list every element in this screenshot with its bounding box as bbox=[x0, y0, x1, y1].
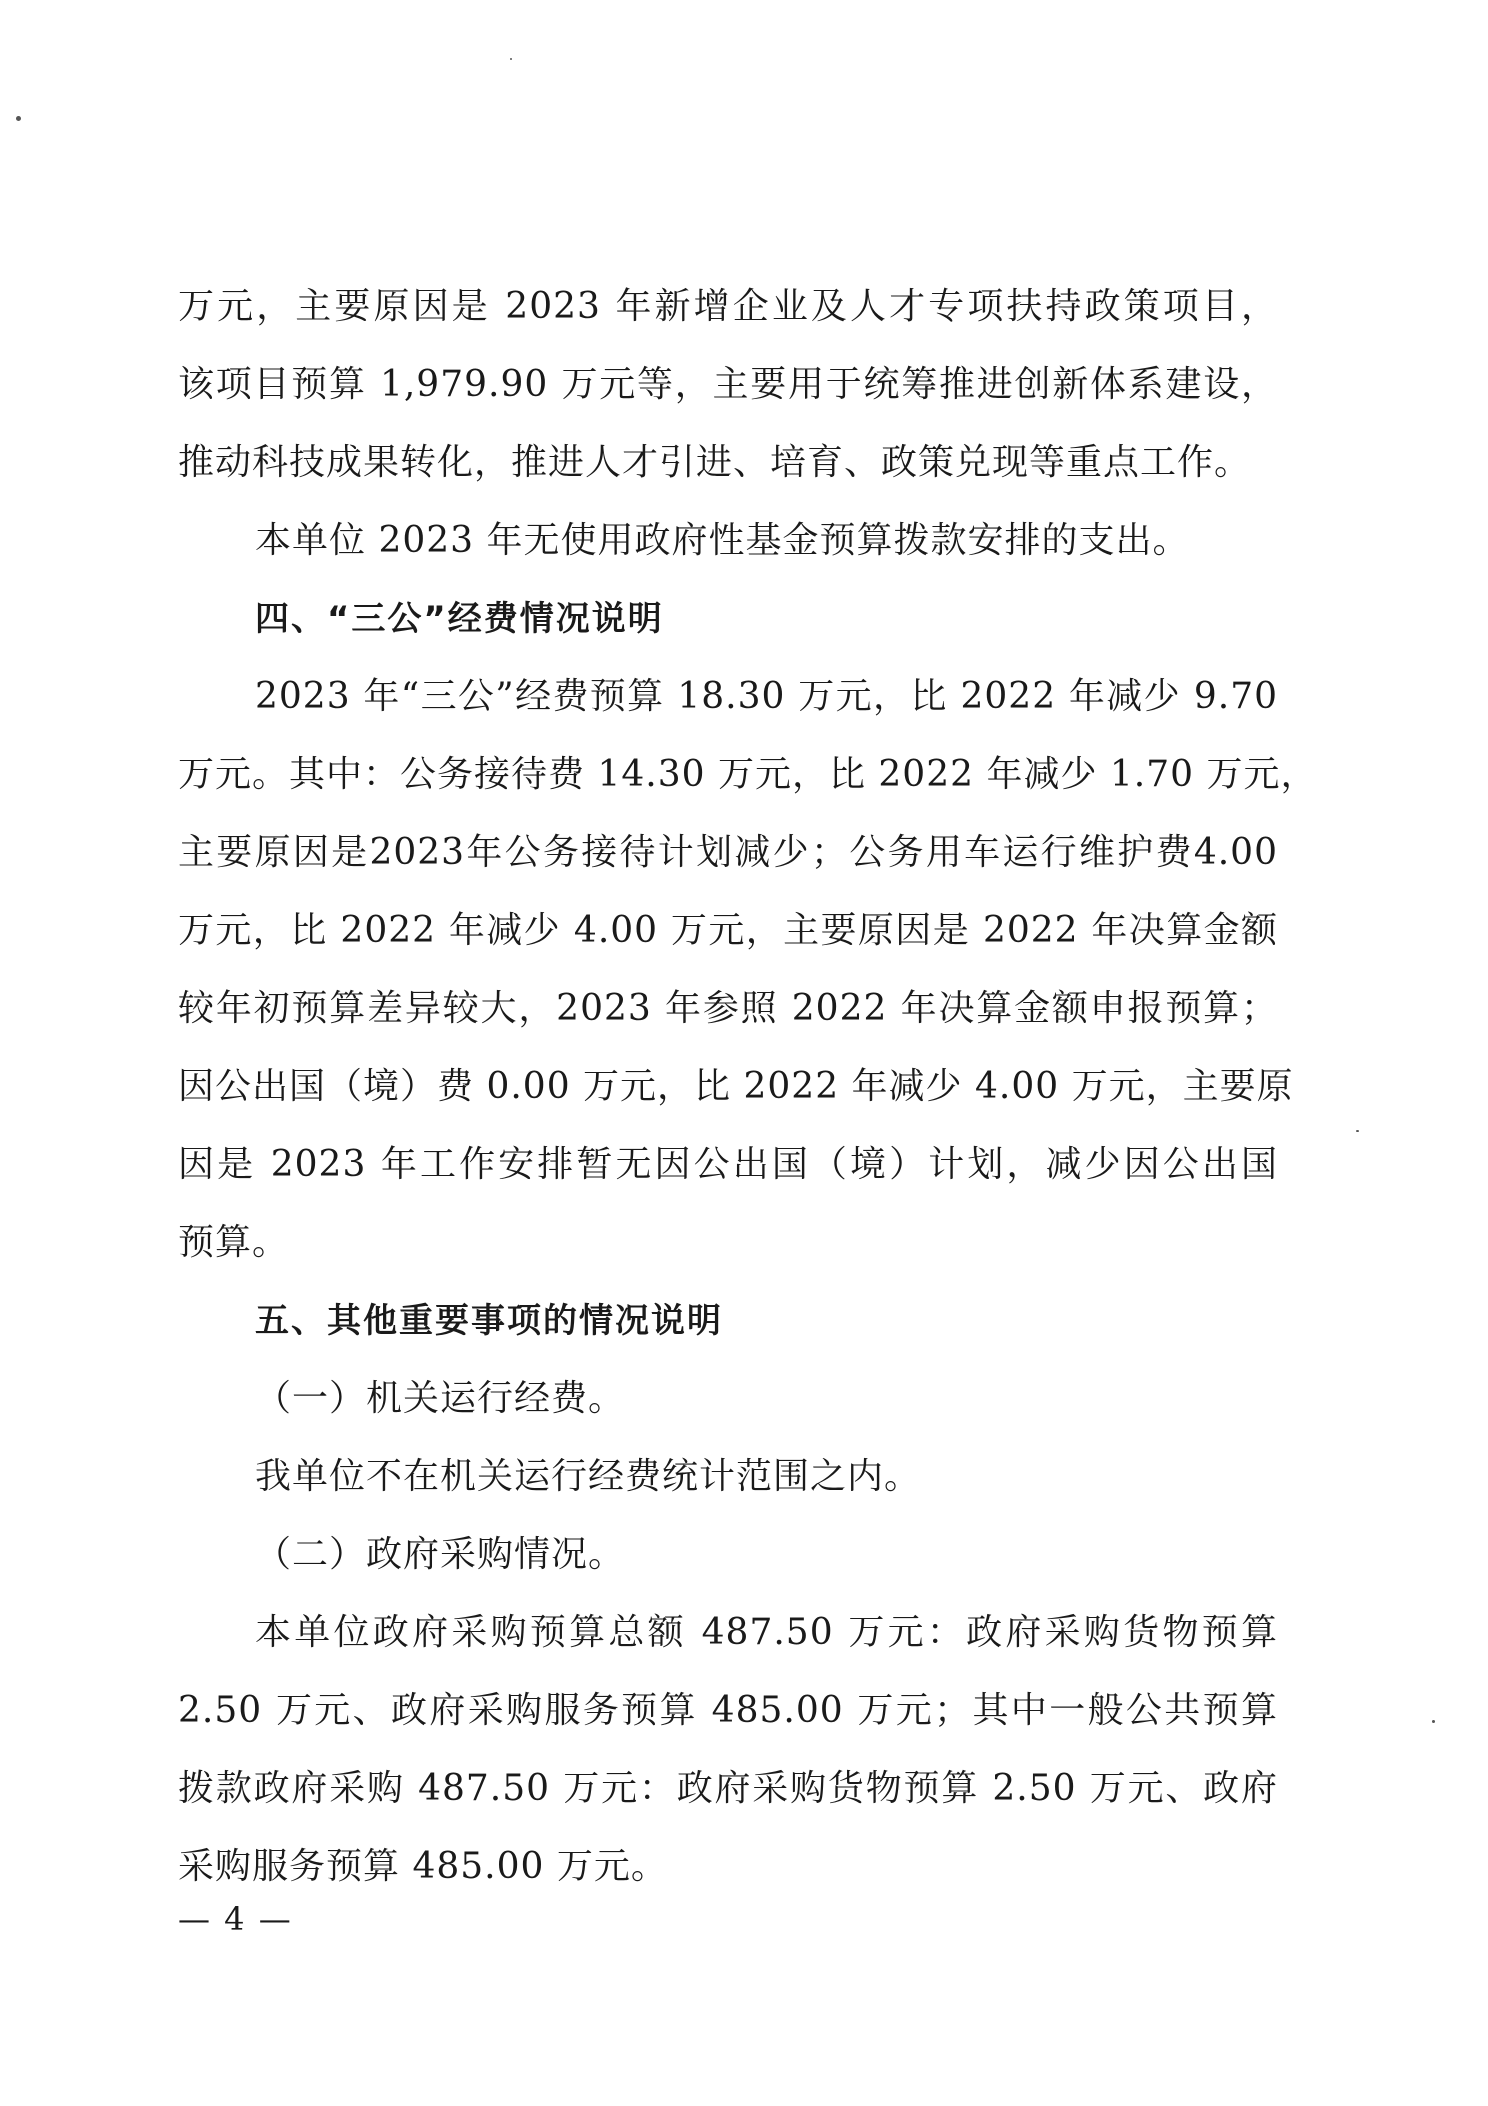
subsection-title: （二）政府采购情况。 bbox=[255, 1534, 626, 1575]
text-line: 较年初预算差异较大，2023 年参照 2022 年决算金额申报预算； bbox=[178, 988, 1278, 1029]
text-line: 2023 年“三公”经费预算 18.30 万元，比 2022 年减少 9.70 bbox=[255, 676, 1278, 717]
text-line: 本单位政府采购预算总额 487.50 万元：政府采购货物预算 bbox=[255, 1612, 1278, 1653]
section-heading-5: 五、其他重要事项的情况说明 bbox=[255, 1301, 723, 1341]
text-line: 我单位不在机关运行经费统计范围之内。 bbox=[255, 1456, 922, 1497]
scan-speck bbox=[1356, 1130, 1359, 1132]
text-line: 万元。其中：公务接待费 14.30 万元，比 2022 年减少 1.70 万元， bbox=[178, 754, 1318, 795]
body-text bbox=[178, 268, 1318, 1906]
text-line: 拨款政府采购 487.50 万元：政府采购货物预算 2.50 万元、政府 bbox=[178, 1768, 1278, 1809]
subsection-title: （一）机关运行经费。 bbox=[255, 1378, 626, 1419]
text-line: 2.50 万元、政府采购服务预算 485.00 万元；其中一般公共预算 bbox=[178, 1690, 1278, 1731]
text-line: 预算。 bbox=[178, 1222, 290, 1263]
scan-speck bbox=[1432, 1720, 1435, 1723]
text-line: 主要原因是2023年公务接待计划减少；公务用车运行维护费4.00 bbox=[178, 832, 1278, 873]
text-line: 万元，主要原因是 2023 年新增企业及人才专项扶持政策项目， bbox=[178, 286, 1278, 327]
text-line: 该项目预算 1,979.90 万元等，主要用于统筹推进创新体系建设， bbox=[178, 364, 1278, 405]
page-number: — 4 — bbox=[178, 1900, 293, 1938]
scan-speck bbox=[510, 58, 512, 60]
text-line: 推动科技成果转化，推进人才引进、培育、政策兑现等重点工作。 bbox=[178, 442, 1252, 483]
text-line: 因是 2023 年工作安排暂无因公出国（境）计划，减少因公出国 bbox=[178, 1144, 1278, 1185]
text-line: 采购服务预算 485.00 万元。 bbox=[178, 1846, 668, 1887]
fund-statement: 本单位 2023 年无使用政府性基金预算拨款安排的支出。 bbox=[255, 520, 1190, 561]
section-heading-4: 四、“三公”经费情况说明 bbox=[255, 599, 664, 639]
text-line: 因公出国（境）费 0.00 万元，比 2022 年减少 4.00 万元，主要原 bbox=[178, 1066, 1294, 1107]
scan-speck bbox=[16, 116, 21, 121]
text-line: 万元，比 2022 年减少 4.00 万元，主要原因是 2022 年决算金额 bbox=[178, 910, 1278, 951]
